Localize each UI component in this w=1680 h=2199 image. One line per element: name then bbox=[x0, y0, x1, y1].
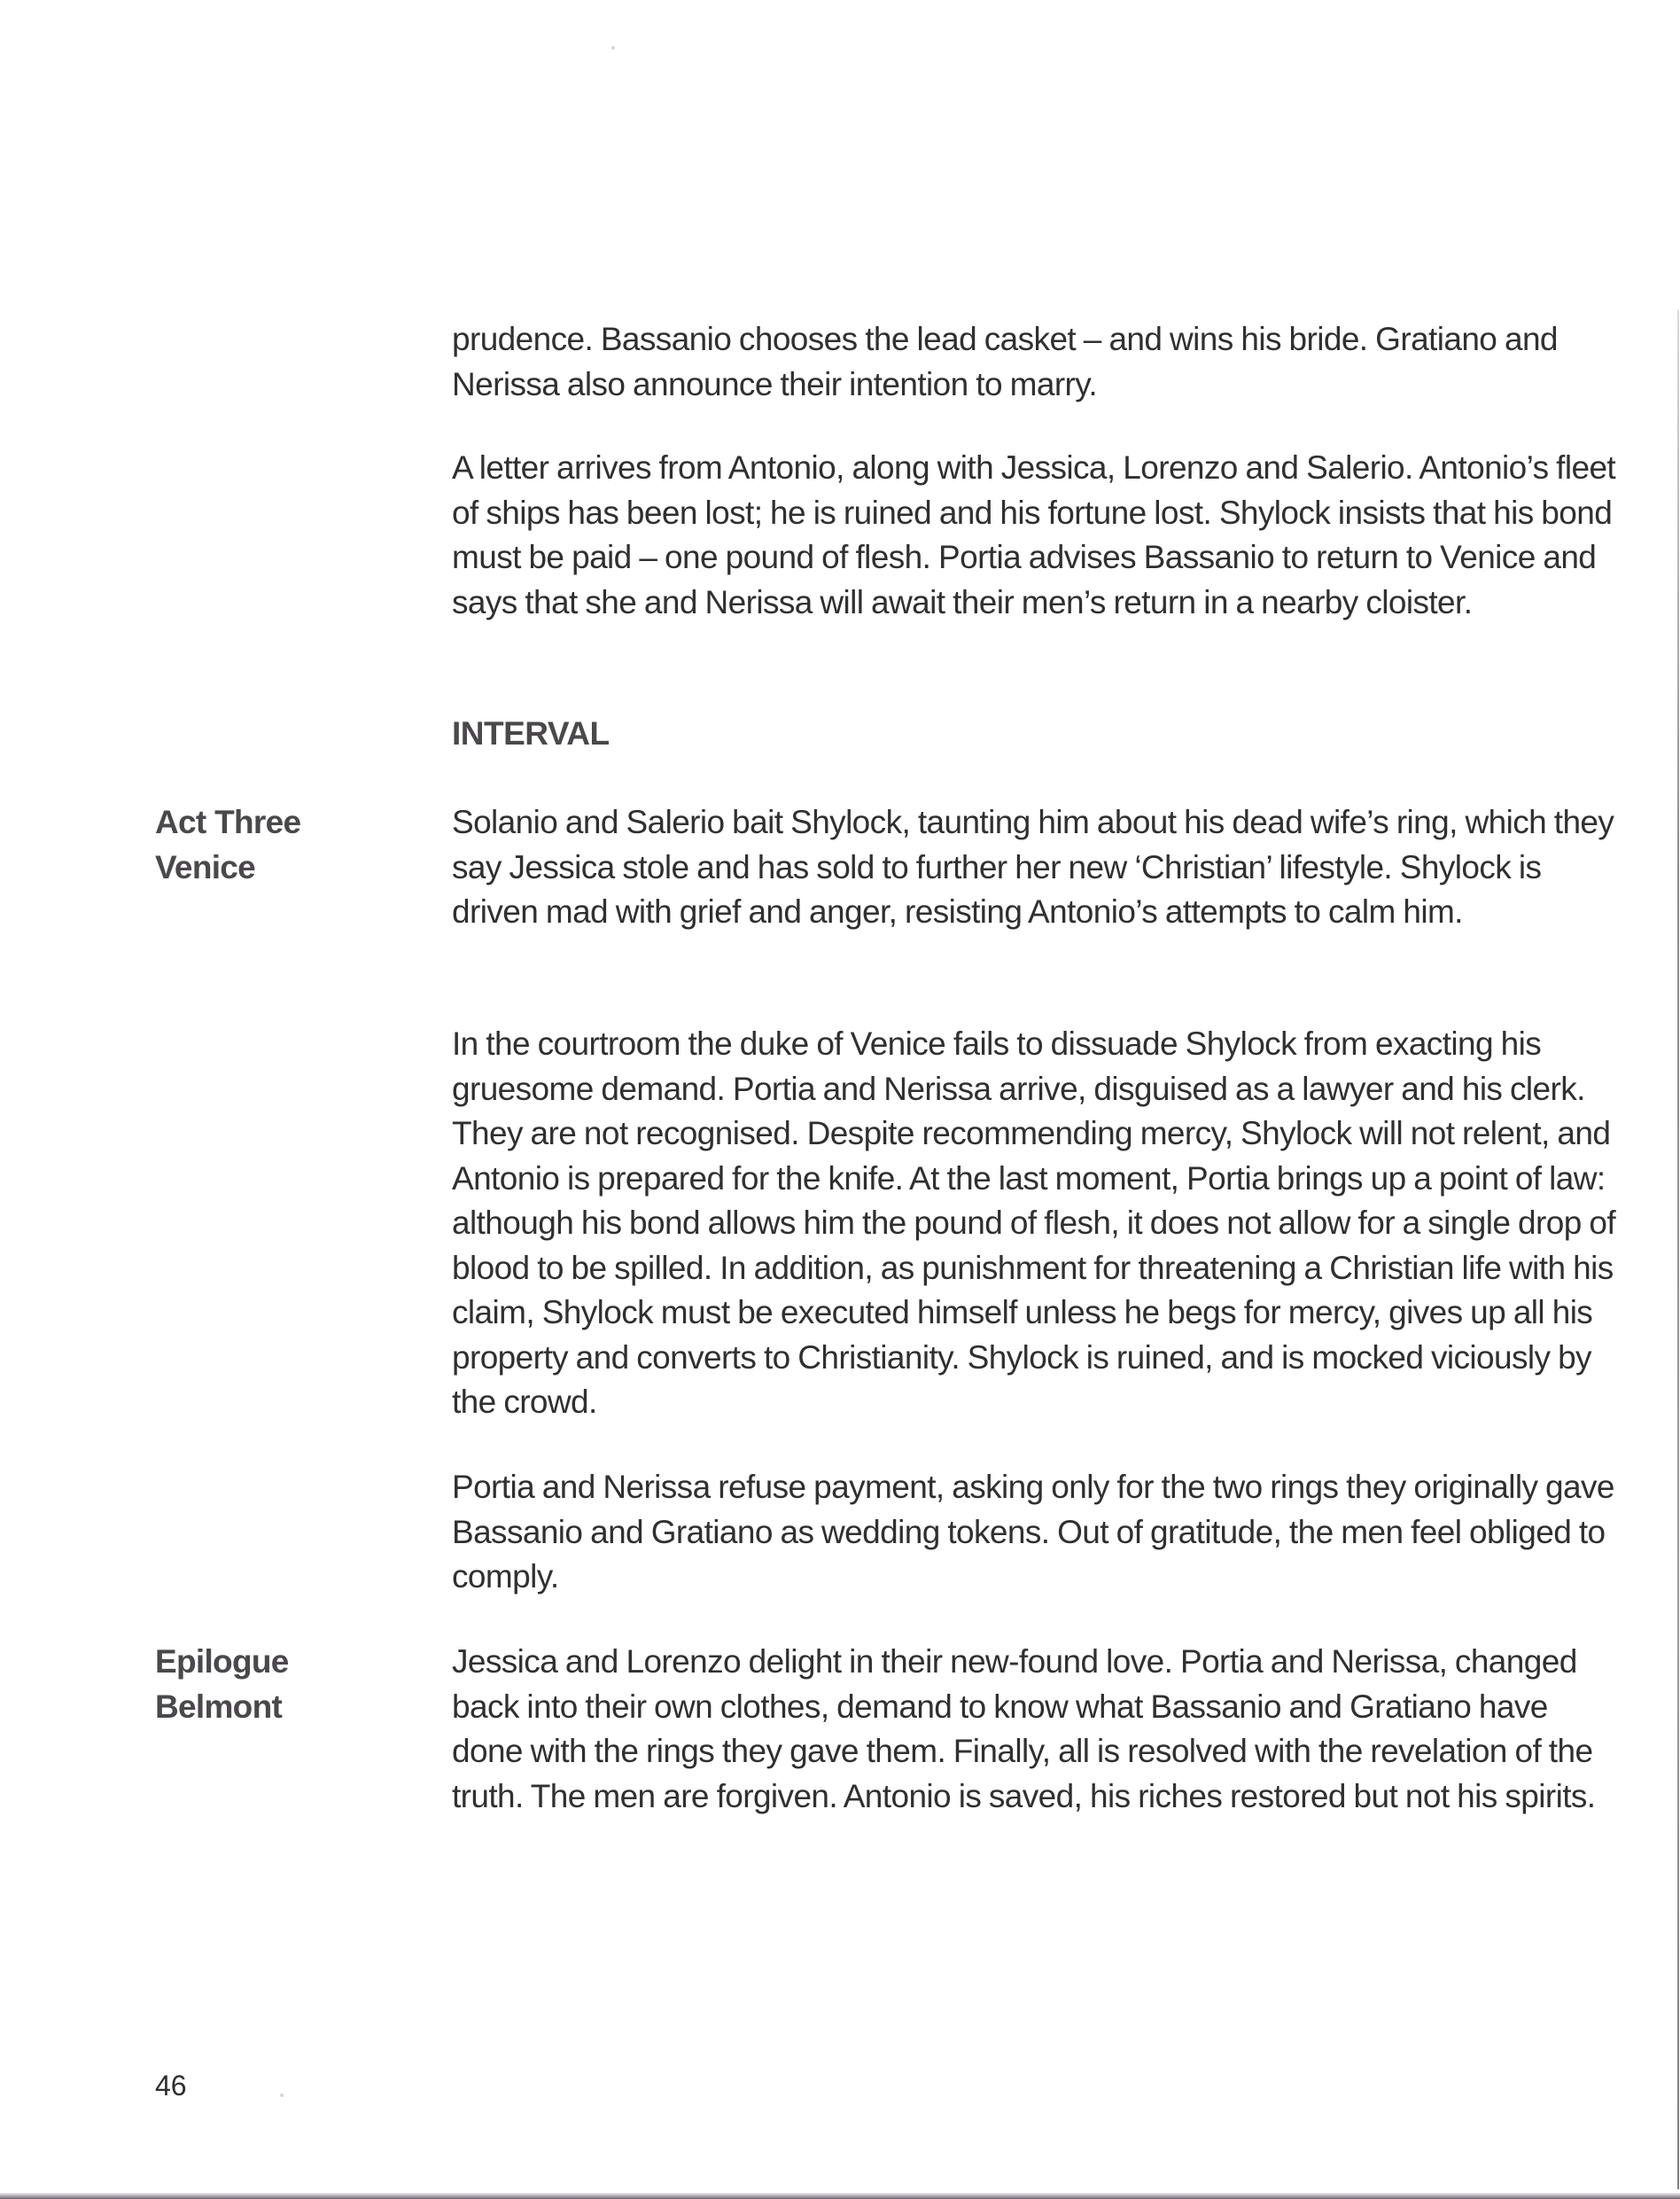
section-location: Belmont bbox=[155, 1688, 283, 1725]
paragraph-shylock-baited: Solanio and Salerio bait Shylock, taunting him about his dead wife’s ring, which they say Jessica stole and has sold to further her new ‘Christian’ lifestyle. Shylock is driven mad with grief and anger, resisting Antonio’s attempts to calm him. bbox=[452, 804, 1614, 930]
page-number: 46 bbox=[155, 2070, 187, 2102]
paragraph-antonio-letter: A letter arrives from Antonio, along with Jessica, Lorenzo and Salerio. Antonio’s fleet of ships has been lost; he is ruined and his fortune lost. Shylock insists that his bond must be paid – one pound of flesh. Portia advises Bassanio to return to Venice and says that she and Nerissa will await their men’s return in a nearby cloister. bbox=[452, 449, 1616, 620]
section-title: Epilogue bbox=[155, 1643, 289, 1680]
paragraph-courtroom: In the courtroom the duke of Venice fails to dissuade Shylock from exacting his gruesome demand. Portia and Nerissa arrive, disguised as a lawyer and his clerk. They are not recognised. Despite recommending mercy, Shylock will not relent, and Antonio is prepared for the knife. At the last moment, Portia brings up a point of law: although his bond allows him the pound of flesh, it does not allow for a single drop of blood to be spilled. In addition, as punishment for threatening a Christian life with his claim, Shylock must be executed himself unless he begs for mercy, gives up all his property and converts to Christianity. Shylock is ruined, and is mocked viciously by the crowd. bbox=[452, 1025, 1616, 1420]
section-label-act-three bbox=[155, 800, 300, 890]
section-label-epilogue bbox=[155, 1640, 289, 1729]
scan-speck bbox=[611, 46, 615, 50]
section-location: Venice bbox=[155, 848, 256, 885]
paragraph-rings-payment: Portia and Nerissa refuse payment, asking only for the two rings they originally gave Bassanio and Gratiano as wedding tokens. Out of gratitude, the men feel obliged to comply. bbox=[452, 1469, 1614, 1595]
interval-heading: INTERVAL bbox=[452, 715, 610, 752]
section-title: Act Three bbox=[155, 804, 301, 840]
paragraph-casket-choice: prudence. Bassanio chooses the lead casket – and wins his bride. Gratiano and Nerissa also announce their intention to marry. bbox=[452, 321, 1558, 402]
paragraph-epilogue: Jessica and Lorenzo delight in their new-found love. Portia and Nerissa, changed back into their own clothes, demand to know what Bassanio and Gratiano have done with the rings they gave them. Finally, all is resolved with the revelation of the truth. The men are forgiven. Antonio is saved, his riches restored but not his spirits. bbox=[452, 1643, 1596, 1814]
scan-edge-right bbox=[1677, 310, 1679, 2189]
scan-speck bbox=[280, 2094, 284, 2097]
scan-edge-bottom bbox=[0, 2193, 1680, 2199]
